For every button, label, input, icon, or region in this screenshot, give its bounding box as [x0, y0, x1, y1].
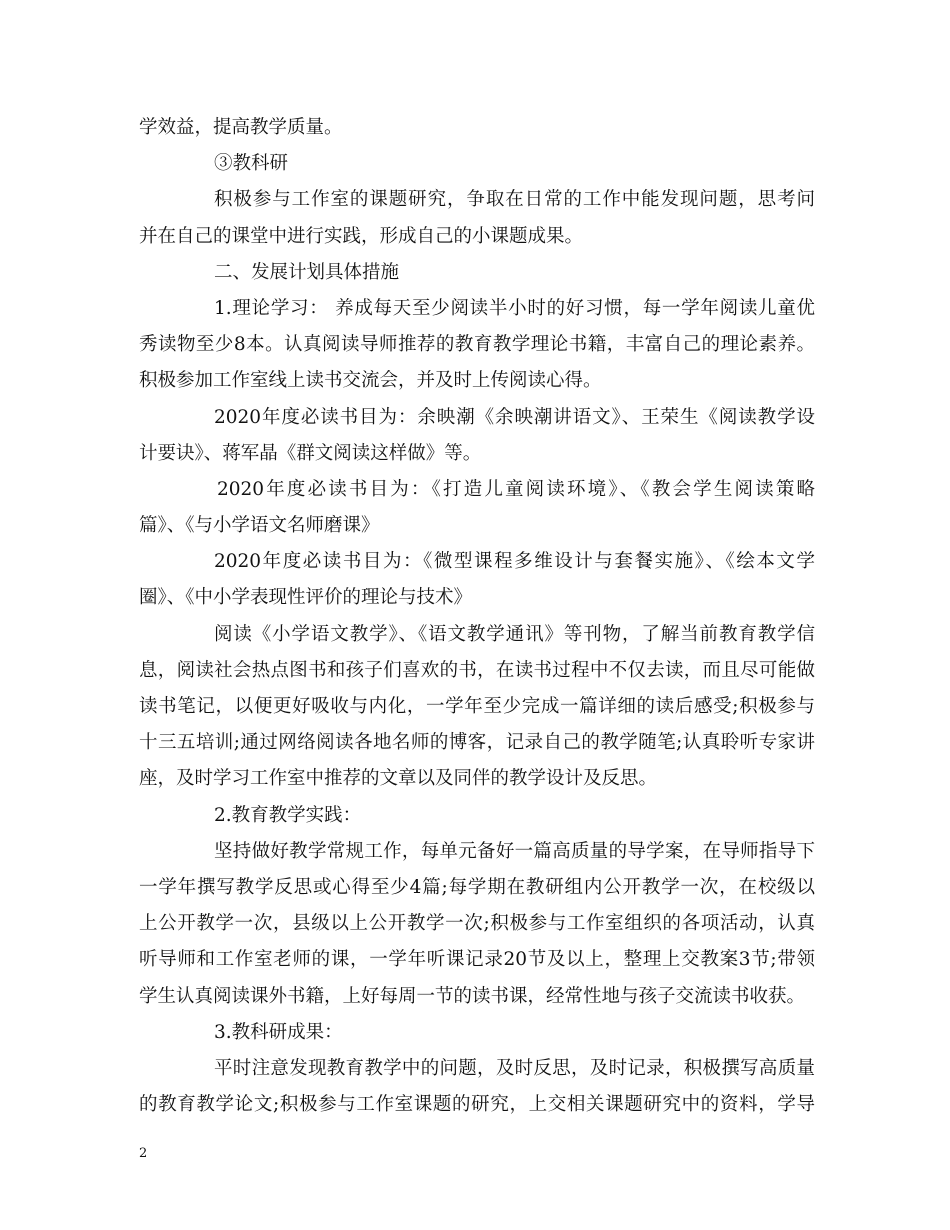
paragraph-first-line: 2.教育教学实践： — [214, 804, 362, 826]
paragraph-line: 篇》、《与小学语文名师磨课》 — [139, 515, 380, 537]
paragraph-first-line: 2020年度必读书目为：《打造儿童阅读环境》、《教会学生阅读策略 — [217, 478, 815, 500]
paragraph-line: 听导师和工作室老师的课，一学年听课记录20节及以上，整理上交教案3节;带领 — [139, 949, 815, 971]
paragraph-first-line: 3.教科研成果： — [214, 1021, 343, 1043]
paragraph-first-line: 2020年度必读书目为：余映潮《余映潮讲语文》、王荣生《阅读教学设 — [214, 406, 815, 428]
paragraph-line: 积极参加工作室线上读书交流会，并及时上传阅读心得。 — [139, 370, 602, 392]
paragraph-line: 学生认真阅读课外书籍，上好每周一节的读书课，经常性地与孩子交流读书收获。 — [139, 985, 806, 1007]
paragraph-first-line: 二、发展计划具体措施 — [214, 261, 400, 283]
paragraph-line: 秀读物至少8本。认真阅读导师推荐的教育教学理论书籍，丰富自己的理论素养。 — [139, 334, 815, 356]
paragraph-line: 一学年撰写教学反思或心得至少4篇;每学期在教研组内公开教学一次，在校级以 — [139, 876, 815, 898]
paragraph-first-line: 1.理论学习： 养成每天至少阅读半小时的好习惯，每一学年阅读儿童优 — [214, 297, 815, 319]
paragraph-line: 圈》、《中小学表现性评价的理论与技术》 — [139, 587, 473, 609]
paragraph-line: 计要诀》、蒋军晶《群文阅读这样做》等。 — [139, 442, 482, 464]
paragraph-line: 座，及时学习工作室中推荐的文章以及同伴的教学设计及反思。 — [139, 768, 658, 790]
paragraph-line: 学效益，提高教学质量。 — [139, 117, 343, 138]
paragraph-line: 上公开教学一次，县级以上公开教学一次;积极参与工作室组织的各项活动，认真 — [139, 913, 815, 935]
paragraph-first-line: 阅读《小学语文教学》、《语文教学通讯》等刊物，了解当前教育教学信 — [214, 623, 815, 645]
paragraph-line: 读书笔记，以便更好吸收与内化，一学年至少完成一篇详细的读后感受;积极参与 — [139, 696, 815, 717]
paragraph-line: 的教育教学论文;积极参与工作室课题的研究，上交相关课题研究中的资料，学导 — [139, 1094, 815, 1116]
paragraph-line: 息，阅读社会热点图书和孩子们喜欢的书，在读书过程中不仅去读，而且尽可能做 — [139, 659, 815, 681]
paragraph-first-line: 平时注意发现教育教学中的问题，及时反思，及时记录，积极撰写高质量 — [214, 1057, 815, 1079]
paragraph-line: 十三五培训;通过网络阅读各地名师的博客，记录自己的教学随笔;认真聆听专家讲 — [139, 732, 815, 754]
page-number: 2 — [139, 1146, 148, 1161]
paragraph-first-line: 积极参与工作室的课题研究，争取在日常的工作中能发现问题，思考问 — [214, 189, 815, 211]
body-text — [139, 110, 815, 1123]
paragraph-first-line: ③教科研 — [214, 153, 289, 175]
paragraph-first-line: 2020年度必读书目为：《微型课程多维设计与套餐实施》、《绘本文学 — [214, 551, 815, 573]
paragraph-line: 并在自己的课堂中进行实践，形成自己的小课题成果。 — [139, 225, 584, 247]
paragraph-first-line: 坚持做好教学常规工作，每单元备好一篇高质量的导学案，在导师指导下 — [214, 840, 815, 862]
